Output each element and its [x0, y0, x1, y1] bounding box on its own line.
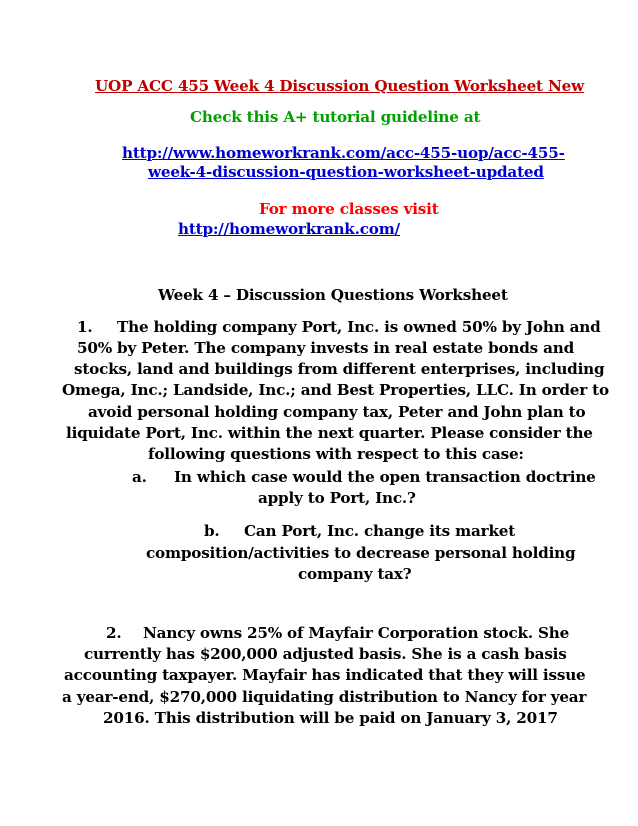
tutorial-note: Check this A+ tutorial guideline at	[190, 108, 481, 126]
q1-line-5: avoid personal holding company tax, Peter and John plan to	[88, 403, 586, 421]
q1-line-6: liquidate Port, Inc. within the next quarter. Please consider the	[66, 424, 593, 442]
q1b-line-2: composition/activities to decrease personal holding	[146, 544, 576, 562]
q1a-text-1: In which case would the open transaction doctrine	[174, 468, 596, 486]
q1a-line-2: apply to Port, Inc.?	[258, 489, 416, 507]
q1b-letter: b.	[204, 522, 220, 540]
worksheet-heading: Week 4 – Discussion Questions Worksheet	[158, 286, 508, 304]
q2-line-2: currently has $200,000 adjusted basis. She is a cash basis	[84, 645, 567, 663]
q1a-letter: a.	[132, 468, 147, 486]
tutorial-link-line-1[interactable]: http://www.homeworkrank.com/acc-455-uop/acc-455-	[122, 144, 565, 162]
q1-line-1	[77, 317, 601, 337]
q1a-line-1	[132, 467, 596, 487]
tutorial-link-line-2[interactable]: week-4-discussion-question-worksheet-updated	[148, 163, 544, 181]
q1-line-4: Omega, Inc.; Landside, Inc.; and Best Properties, LLC. In order to	[62, 381, 609, 399]
q1-line-2: 50% by Peter. The company invests in real estate bonds and	[77, 339, 575, 357]
q1-line-3: stocks, land and buildings from different enterprises, including	[74, 360, 605, 378]
q1-number: 1.	[77, 318, 93, 336]
q1b-line-1	[204, 521, 515, 541]
q2-line-1	[106, 623, 569, 643]
q1b-text-1: Can Port, Inc. change its market	[244, 522, 516, 540]
q1-line-7: following questions with respect to this case:	[148, 445, 524, 463]
q2-number: 2.	[106, 624, 122, 642]
q2-line-3: accounting taxpayer. Mayfair has indicated that they will issue	[64, 666, 586, 684]
q2-line-4: a year-end, $270,000 liquidating distribution to Nancy for year	[62, 688, 587, 706]
classes-link[interactable]: http://homeworkrank.com/	[178, 220, 400, 238]
document-title: UOP ACC 455 Week 4 Discussion Question Worksheet New	[95, 77, 584, 95]
q1-text-1: The holding company Port, Inc. is owned 50% by John and	[117, 318, 601, 336]
q1b-line-3: company tax?	[298, 565, 412, 583]
classes-note: For more classes visit	[259, 200, 439, 218]
q2-text-1: Nancy owns 25% of Mayfair Corporation stock. She	[143, 624, 570, 642]
q2-line-5: 2016. This distribution will be paid on January 3, 2017	[103, 709, 558, 727]
